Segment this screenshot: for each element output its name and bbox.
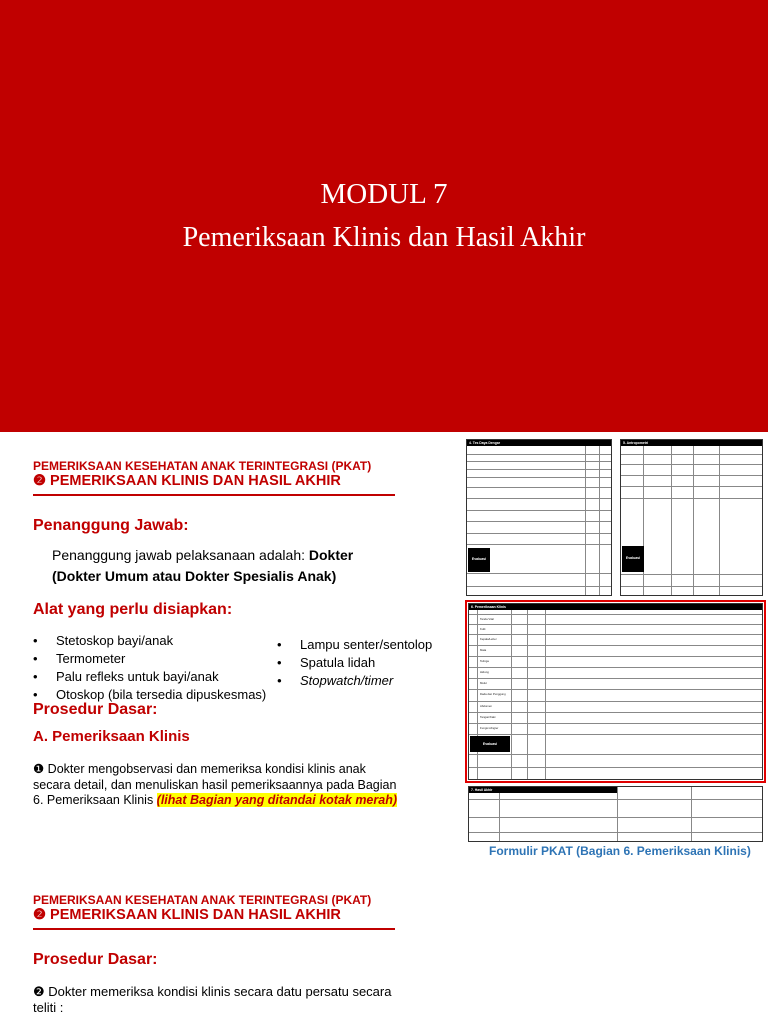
form-row-label: Hidung	[480, 670, 489, 674]
form-row-label: Mulut	[480, 681, 487, 685]
form-section-5-title: 5. Antropometri	[621, 440, 762, 446]
list-item: • Stetoskop bayi/anak	[33, 632, 266, 650]
form-row-label: Abdomen	[480, 704, 492, 708]
pemeriksaan-klinis-subheading: A. Pemeriksaan Klinis	[33, 728, 190, 745]
penanggung-jawab-heading: Penanggung Jawab:	[33, 517, 189, 534]
form-row-label: Kulit	[480, 627, 486, 631]
list-item: • Stopwatch/timer	[277, 672, 432, 690]
form-evaluasi-4: Evaluasi	[468, 548, 490, 572]
form-evaluasi-5: Evaluasi	[622, 546, 644, 572]
form-section-4	[466, 439, 612, 596]
section-header: ❷ PEMERIKSAAN KLINIS DAN HASIL AKHIR	[33, 907, 341, 923]
list-item: • Palu refleks untuk bayi/anak	[33, 668, 266, 686]
list-item: • Spatula lidah	[277, 654, 432, 672]
penanggung-detail: (Dokter Umum atau Dokter Spesialis Anak)	[52, 568, 337, 584]
header-divider	[33, 494, 395, 496]
form-row-label: Dada dan Punggung	[480, 692, 506, 696]
form-row-label: Telinga	[480, 659, 489, 663]
header-divider	[33, 928, 395, 930]
procedure-text: ❶ Dokter mengobservasi dan memeriksa kondisi klinis anak secara detail, dan menuliskan hasil pemeriksaannya pada Bagian 6. Pemeriksaan Klinis	[33, 762, 397, 807]
form-row-label: Tanda Vital	[480, 617, 494, 621]
penanggung-lead: Penanggung jawab pelaksanaan adalah:	[52, 547, 309, 563]
form-section-6-title: 6. Pemeriksaan Klinis	[469, 604, 762, 610]
tools-list-right	[277, 636, 432, 690]
module-title: Pemeriksaan Klinis dan Hasil Akhir	[182, 222, 586, 253]
list-item: • Termometer	[33, 650, 266, 668]
form-row-label: Mata	[480, 648, 487, 652]
section-header: ❷ PEMERIKSAAN KLINIS DAN HASIL AKHIR	[33, 473, 341, 489]
procedure-paragraph	[33, 762, 403, 809]
form-caption: Formulir PKAT (Bagian 6. Pemeriksaan Klinis)	[489, 844, 751, 858]
tools-list-left	[33, 632, 266, 704]
program-header: PEMERIKSAAN KESEHATAN ANAK TERINTEGRASI (PKAT)	[33, 459, 372, 473]
form-row-label: Kepala/Leher	[480, 637, 497, 641]
red-highlight-frame	[465, 600, 766, 783]
prosedur-heading: Prosedur Dasar:	[33, 701, 158, 718]
form-section-5	[620, 439, 763, 596]
form-section-7-title: 7. Hasil Akhir	[469, 787, 617, 793]
form-row-label: Tangan/Kaki	[480, 715, 496, 719]
form-section-7	[468, 786, 763, 842]
penanggung-role: Dokter	[308, 547, 354, 563]
penanggung-jawab-text	[52, 545, 353, 587]
form-evaluasi-6: Evaluasi	[470, 736, 510, 752]
prosedur-heading: Prosedur Dasar:	[33, 951, 158, 968]
procedure-paragraph-2: ❷ Dokter memeriksa kondisi klinis secara datu persatu secara teliti :	[33, 984, 392, 1015]
form-row-label: Fungsi sfingter	[480, 726, 499, 730]
module-number: MODUL 7	[320, 178, 448, 210]
highlight-note: (lihat Bagian yang ditandai kotak merah)	[156, 793, 397, 807]
alat-heading: Alat yang perlu disiapkan:	[33, 601, 233, 618]
title-slide	[0, 0, 768, 432]
form-section-4-title: 4. Tes Daya Dengar	[467, 440, 611, 446]
list-item: • Otoskop (bila tersedia dipuskesmas)	[33, 686, 266, 704]
list-item: • Lampu senter/sentolop	[277, 636, 432, 654]
program-header: PEMERIKSAAN KESEHATAN ANAK TERINTEGRASI (PKAT)	[33, 893, 372, 907]
